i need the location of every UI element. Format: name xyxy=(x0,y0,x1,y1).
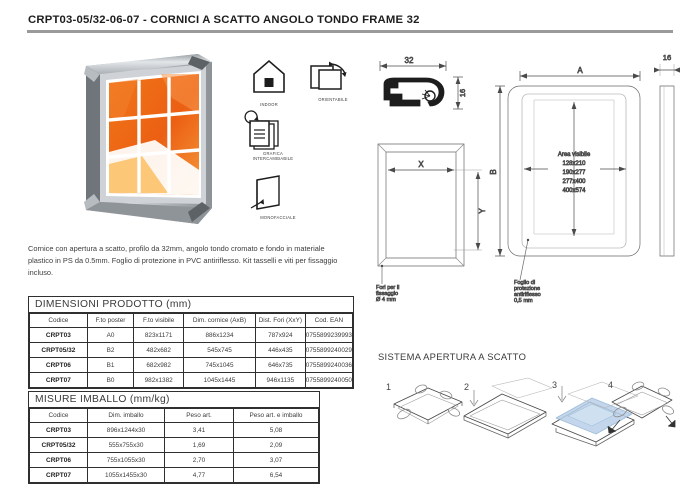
column-header: Dist. Fori (XxY) xyxy=(255,314,305,328)
note-line: Fori per il xyxy=(376,285,400,291)
table-row xyxy=(30,468,319,483)
cell-peso-tot: 5,08 xyxy=(234,423,319,438)
pictogram-monofacciale xyxy=(247,174,309,220)
column-header: Peso art. e imballo xyxy=(234,409,319,423)
cell-peso-art: 1,69 xyxy=(165,438,234,453)
product-photo xyxy=(60,52,220,230)
cell-codice: CRPT05/32 xyxy=(30,343,88,358)
table-row xyxy=(30,343,353,358)
column-header: Dim. imballo xyxy=(88,409,165,423)
cell-codice: CRPT07 xyxy=(30,468,88,483)
area-value: 190x277 xyxy=(562,170,586,176)
table-header-row xyxy=(30,409,319,423)
misure-imballo-table xyxy=(28,391,320,484)
apertura-steps xyxy=(376,372,676,464)
column-header: Peso art. xyxy=(165,409,234,423)
front-view-holes xyxy=(378,144,482,284)
area-visibile-label: Area visibile xyxy=(557,152,591,158)
cell-peso-tot: 6,54 xyxy=(234,468,319,483)
cell-dim-imballo: 1055x1455x30 xyxy=(88,468,165,483)
cell-dim-imballo: 555x755x30 xyxy=(88,438,165,453)
cell-ean: 0755899240050 xyxy=(305,373,352,388)
orientabile-icon xyxy=(305,60,351,96)
table-row xyxy=(30,438,319,453)
cell-poster: B0 xyxy=(87,373,133,388)
cell-peso-tot: 2,09 xyxy=(234,438,319,453)
pictogram-label: MONOFACCIALE xyxy=(260,215,296,220)
cell-ean: 0755899240036 xyxy=(305,358,352,373)
cell-visibile: 482x682 xyxy=(134,343,184,358)
cell-fori: 446x435 xyxy=(255,343,305,358)
thickness-label: 16 xyxy=(662,53,672,62)
cell-cornice: 545x745 xyxy=(184,343,256,358)
table-row xyxy=(30,358,353,373)
cell-visibile: 823x1171 xyxy=(134,328,184,343)
width-a-label: A xyxy=(577,66,583,75)
profile-width-label: 32 xyxy=(404,56,414,65)
step-3-illustration xyxy=(552,382,638,446)
cell-fori: 946x1135 xyxy=(255,373,305,388)
pictogram-grafica xyxy=(243,116,303,161)
table-title: DIMENSIONI PRODOTTO (mm) xyxy=(29,297,353,313)
cell-peso-art: 2,70 xyxy=(165,453,234,468)
cell-poster: A0 xyxy=(87,328,133,343)
table-title: MISURE IMBALLO (mm/kg) xyxy=(29,392,319,408)
note-line: Ø 4 mm xyxy=(376,297,396,303)
step-2-illustration xyxy=(464,378,552,438)
note-line: 0,5 mm xyxy=(514,298,533,304)
page-title: CRPT03-05/32-06-07 - CORNICI A SCATTO ANGOLO TONDO FRAME 32 xyxy=(28,14,420,26)
header-divider xyxy=(27,30,673,33)
holes-y-label: Y xyxy=(478,208,487,214)
column-header: F.to poster xyxy=(87,314,133,328)
monofacciale-icon xyxy=(247,174,289,214)
column-header: Codice xyxy=(30,409,88,423)
cell-codice: CRPT05/32 xyxy=(30,438,88,453)
column-header: Cod. EAN xyxy=(305,314,352,328)
step-number: 2 xyxy=(464,382,470,392)
area-value: 277x400 xyxy=(562,179,586,185)
cell-cornice: 1045x1445 xyxy=(184,373,256,388)
pictogram-indoor xyxy=(243,58,295,107)
pictogram-label: ORIENTABILE xyxy=(318,97,348,102)
product-description: Cornice con apertura a scatto, profilo da 32mm, angolo tondo cromato e fondo in materiale plastico in PS da 0.5mm. Foglio di protezione in PVC antiriflesso. Kit tasselli e viti per fissaggio incluso. xyxy=(28,244,338,277)
cell-peso-art: 3,41 xyxy=(165,423,234,438)
cell-ean: 0755899240029 xyxy=(305,343,352,358)
step-1-illustration xyxy=(394,383,462,424)
cell-codice: CRPT03 xyxy=(30,423,88,438)
cell-codice: CRPT07 xyxy=(30,373,88,388)
pictogram-label: GRAFICA INTERCAMBIABILE xyxy=(252,151,294,162)
cell-codice: CRPT06 xyxy=(30,358,88,373)
step-number: 1 xyxy=(386,382,392,392)
cell-peso-tot: 3,07 xyxy=(234,453,319,468)
cell-poster: B1 xyxy=(87,358,133,373)
table-row xyxy=(30,328,353,343)
cell-codice: CRPT03 xyxy=(30,328,88,343)
pictogram-list xyxy=(243,58,363,220)
area-value: 400x574 xyxy=(562,188,586,194)
table-header-row xyxy=(30,314,353,328)
step-number: 4 xyxy=(608,380,614,390)
sheet-note xyxy=(514,280,541,304)
step-number: 3 xyxy=(552,380,558,390)
note-line: antiriflesso xyxy=(514,292,541,298)
technical-drawings xyxy=(368,44,684,304)
cell-dim-imballo: 755x1055x30 xyxy=(88,453,165,468)
table-row xyxy=(30,373,353,388)
apertura-section-title: SISTEMA APERTURA A SCATTO xyxy=(378,351,527,362)
cell-visibile: 982x1382 xyxy=(134,373,184,388)
height-b-label: B xyxy=(489,169,498,175)
column-header: Dim. cornice (AxB) xyxy=(184,314,256,328)
note-line: fissaggio xyxy=(376,291,399,297)
profile-height-label: 16 xyxy=(458,88,467,98)
cell-cornice: 886x1234 xyxy=(184,328,256,343)
cell-dim-imballo: 896x1244x30 xyxy=(88,423,165,438)
cell-peso-art: 4,77 xyxy=(165,468,234,483)
note-line: Foglio di xyxy=(514,280,536,286)
note-line: protezione xyxy=(514,286,541,292)
cell-fori: 646x735 xyxy=(255,358,305,373)
grafica-intercambiabile-icon xyxy=(243,116,287,150)
profile-cross-section xyxy=(380,61,463,109)
holes-note xyxy=(376,285,399,303)
cell-cornice: 745x1045 xyxy=(184,358,256,373)
cell-ean: 0755899239993 xyxy=(305,328,352,343)
area-value: 128x210 xyxy=(562,161,586,167)
cell-fori: 787x924 xyxy=(255,328,305,343)
column-header: Codice xyxy=(30,314,88,328)
side-view xyxy=(654,64,680,256)
pictogram-label: INDOOR xyxy=(260,102,278,107)
cell-codice: CRPT06 xyxy=(30,453,88,468)
cell-poster: B2 xyxy=(87,343,133,358)
table-row xyxy=(30,423,319,438)
pictogram-orientabile xyxy=(305,60,361,102)
holes-x-label: X xyxy=(418,160,424,169)
dimensioni-prodotto-table xyxy=(28,296,354,389)
indoor-icon xyxy=(243,58,295,101)
table-row xyxy=(30,453,319,468)
column-header: F.to visibile xyxy=(134,314,184,328)
cell-visibile: 682x982 xyxy=(134,358,184,373)
